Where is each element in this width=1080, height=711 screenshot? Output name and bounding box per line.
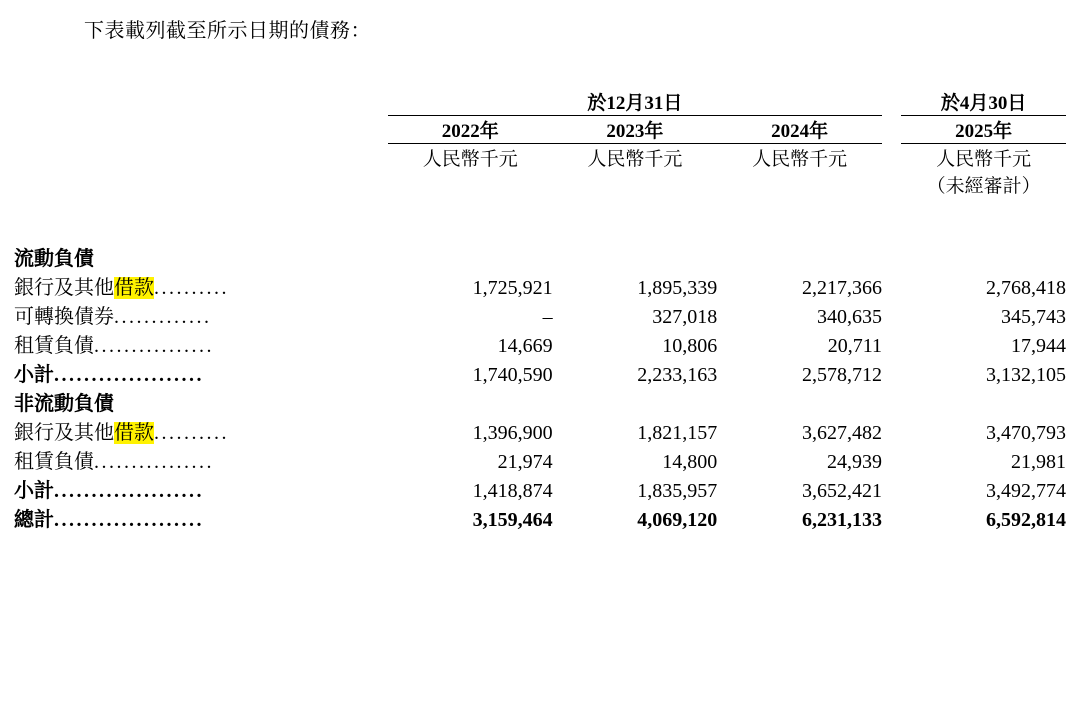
leader-dots: .......... — [154, 422, 229, 444]
table-row-subtotal-non-current — [14, 474, 1066, 503]
cell-2022: 14,669 — [497, 335, 553, 357]
cell-2023: 1,895,339 — [637, 277, 718, 299]
cell-2025: 3,470,793 — [986, 422, 1066, 444]
table-year-header-row — [14, 116, 1066, 144]
table-row — [14, 329, 1066, 358]
row-label-text-pre: 銀行及其他 — [14, 277, 114, 299]
empty-cell — [882, 116, 901, 144]
cell-2025: 21,981 — [1011, 451, 1066, 473]
leader-dots: ................ — [94, 451, 214, 473]
section-title-non-current-liabilities: 非流動負債 — [14, 393, 114, 415]
cell-2022: 1,725,921 — [472, 277, 553, 299]
empty-cell — [882, 358, 901, 387]
cell-2025: 2,768,418 — [986, 277, 1066, 299]
cell-2024: 20,711 — [827, 335, 882, 357]
empty-cell — [14, 144, 388, 172]
row-label-text-pre: 租賃負債 — [14, 335, 94, 357]
row-label-text-pre: 小計 — [14, 480, 54, 502]
year-header-2024: 2024年 — [771, 121, 829, 142]
unit-header-2024: 人民幣千元 — [752, 149, 848, 170]
cell-2023: 14,800 — [662, 451, 718, 473]
cell-2024: 3,627,482 — [802, 422, 882, 444]
cell-2023: 1,821,157 — [637, 422, 718, 444]
empty-cell — [882, 474, 901, 503]
cell-2024: 6,231,133 — [802, 509, 882, 531]
leader-dots: .................... — [54, 480, 204, 502]
cell-2024: 340,635 — [817, 306, 882, 328]
cell-2022: 1,418,874 — [472, 480, 553, 502]
row-label-bank-and-other-borrowings-current — [14, 271, 388, 300]
empty-cell — [717, 171, 882, 198]
leader-dots: .................... — [54, 509, 204, 531]
leader-dots: .................... — [54, 364, 204, 386]
year-header-2025: 2025年 — [955, 121, 1013, 142]
cell-2023: 1,835,957 — [637, 480, 718, 502]
unit-subnote-unaudited: （未經審計） — [926, 176, 1041, 197]
cell-2024: 2,217,366 — [802, 277, 882, 299]
header-body-spacer — [14, 198, 1066, 242]
year-header-2022: 2022年 — [441, 121, 499, 142]
row-label-convertible-bonds — [14, 300, 388, 329]
empty-cell — [14, 88, 388, 115]
cell-2024: 24,939 — [827, 451, 882, 473]
empty-cell — [882, 271, 901, 300]
intro-paragraph: 下表載列截至所示日期的債務： — [84, 20, 371, 42]
group-header-12-31: 於12月31日 — [587, 93, 683, 114]
leader-dots: .......... — [154, 277, 229, 299]
cell-2022: 21,974 — [497, 451, 553, 473]
table-row-grand-total — [14, 503, 1066, 532]
empty-cell — [882, 503, 901, 532]
cell-2025: 345,743 — [1001, 306, 1066, 328]
unit-header-2025: 人民幣千元 — [936, 149, 1032, 170]
row-label-subtotal-non-current — [14, 474, 388, 503]
section-header-row-non-current-liabilities — [14, 387, 1066, 416]
group-header-4-30: 於4月30日 — [940, 93, 1027, 114]
leader-dots: ............. — [114, 306, 212, 328]
cell-2025: 6,592,814 — [986, 509, 1066, 531]
year-header-2023: 2023年 — [606, 121, 664, 142]
table-row — [14, 300, 1066, 329]
cell-2022: 3,159,464 — [472, 509, 553, 531]
cell-2025: 3,132,105 — [986, 364, 1066, 386]
unit-header-2023: 人民幣千元 — [587, 149, 683, 170]
table-group-header-row — [14, 88, 1066, 115]
cell-2023: 2,233,163 — [637, 364, 718, 386]
unit-header-2022: 人民幣千元 — [422, 149, 518, 170]
section-title-current-liabilities: 流動負債 — [14, 248, 94, 270]
empty-cell — [882, 300, 901, 329]
empty-cell — [553, 171, 718, 198]
cell-2025: 3,492,774 — [986, 480, 1066, 502]
empty-cell — [882, 88, 901, 115]
cell-2022: 1,396,900 — [472, 422, 553, 444]
row-label-text-pre: 總計 — [14, 509, 54, 531]
row-label-lease-liabilities-current — [14, 329, 388, 358]
empty-cell — [14, 171, 388, 198]
empty-cell — [388, 242, 1066, 271]
table-unit-subnote-row — [14, 171, 1066, 198]
row-label-lease-liabilities-non-current — [14, 445, 388, 474]
row-label-text-pre: 租賃負債 — [14, 451, 94, 473]
section-header-row-current-liabilities — [14, 242, 1066, 271]
empty-cell — [14, 116, 388, 144]
table-row — [14, 445, 1066, 474]
cell-2025: 17,944 — [1011, 335, 1066, 357]
empty-cell — [882, 144, 901, 172]
empty-cell — [882, 329, 901, 358]
empty-cell — [882, 171, 901, 198]
row-label-highlight: 借款 — [114, 277, 154, 299]
cell-2023: 10,806 — [662, 335, 718, 357]
table-row — [14, 271, 1066, 300]
row-label-subtotal-current — [14, 358, 388, 387]
cell-2022: 1,740,590 — [472, 364, 553, 386]
empty-cell — [388, 171, 553, 198]
table-row-subtotal-current — [14, 358, 1066, 387]
row-label-bank-and-other-borrowings-non-current — [14, 416, 388, 445]
row-label-text-pre: 可轉換債券 — [14, 306, 114, 328]
empty-cell — [14, 198, 1066, 242]
row-label-text-pre: 小計 — [14, 364, 54, 386]
cell-2024: 3,652,421 — [802, 480, 882, 502]
cell-2023: 4,069,120 — [637, 509, 718, 531]
table-row — [14, 416, 1066, 445]
table-unit-header-row — [14, 144, 1066, 172]
debt-summary-table — [14, 88, 1066, 532]
cell-2024: 2,578,712 — [802, 364, 882, 386]
leader-dots: ................ — [94, 335, 214, 357]
empty-cell — [388, 387, 1066, 416]
row-label-text-pre: 銀行及其他 — [14, 422, 114, 444]
cell-2023: 327,018 — [652, 306, 718, 328]
empty-cell — [882, 445, 901, 474]
cell-2022: – — [542, 306, 553, 328]
row-label-grand-total — [14, 503, 388, 532]
empty-cell — [882, 416, 901, 445]
row-label-highlight: 借款 — [114, 422, 154, 444]
